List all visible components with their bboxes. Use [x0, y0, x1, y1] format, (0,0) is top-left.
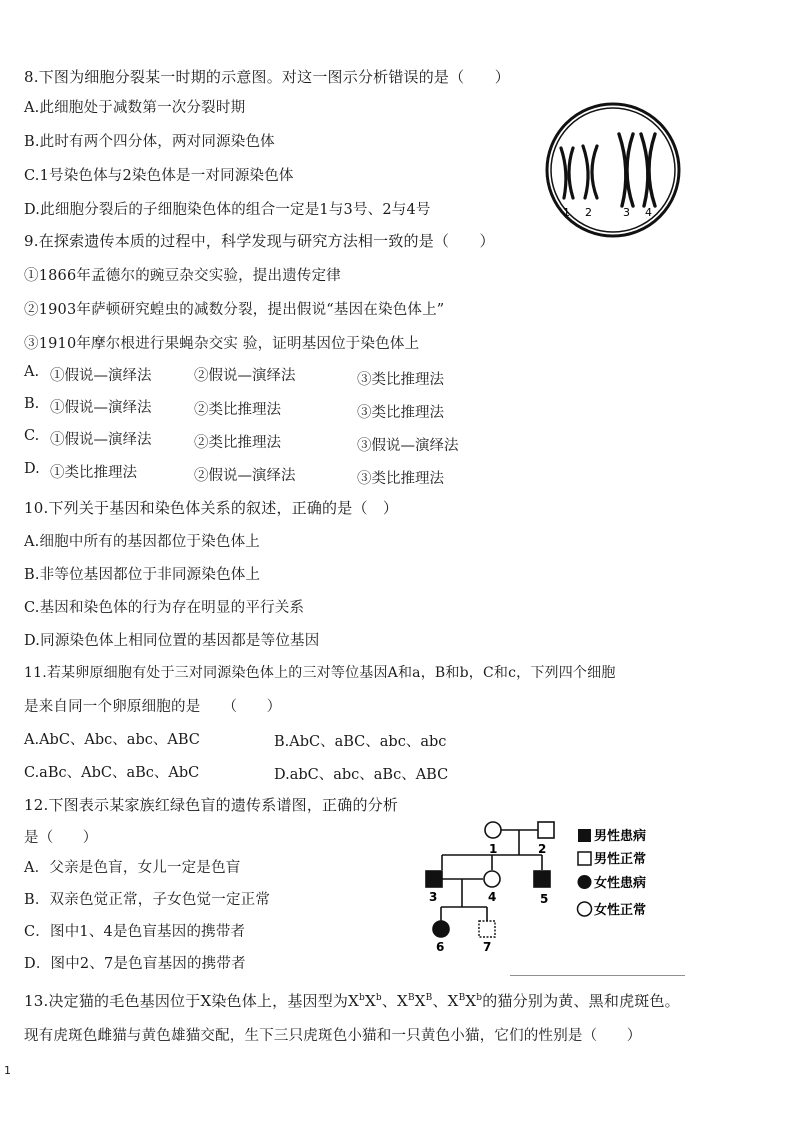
- q12-stem-line2: 是（ ）: [24, 830, 98, 846]
- q9-option-a-col2: ②假说—演绎法: [194, 368, 296, 384]
- q9-option-d-letter: D.: [24, 461, 40, 477]
- legend-female-affected-icon: [578, 875, 592, 889]
- page-number: 1: [4, 1064, 11, 1077]
- chromosome-label-3: 3: [623, 206, 630, 219]
- q12-stem-line1: 12.下图表示某家族红绿色盲的遗传系谱图，正确的分析: [24, 796, 399, 814]
- q13-line2: 现有虎斑色雌猫与黄色雄猫交配，生下三只虎斑色小猫和一只黄色小猫，它们的性别是（ ）: [24, 1028, 642, 1044]
- pedigree-label-4: 4: [488, 890, 497, 904]
- q11-option-b: B.AbC、aBC、abc、abc: [274, 734, 447, 750]
- q9-fact-3: ③1910年摩尔根进行果蝇杂交实 验，证明基因位于染色体上: [24, 336, 420, 352]
- q11-stem-line2: 是来自同一个卵原细胞的是 （ ）: [24, 699, 282, 715]
- q9-option-d-col3: ③类比推理法: [357, 471, 444, 487]
- pedigree-individual-3: [426, 871, 442, 887]
- q9-option-c-col2: ②类比推理法: [194, 435, 281, 451]
- pedigree-label-1: 1: [489, 842, 498, 856]
- divider: [510, 975, 685, 976]
- q11-stem-line1: 11.若某卵原细胞有处于三对同源染色体上的三对等位基因A和a，B和b，C和c，下列四个细胞: [24, 665, 616, 681]
- q10-stem: 10.下列关于基因和染色体关系的叙述，正确的是（ ）: [24, 499, 399, 517]
- q9-fact-2: ②1903年萨顿研究蝗虫的减数分裂，提出假说“基因在染色体上”: [24, 302, 445, 318]
- genotype-sup-1: b: [359, 993, 365, 1003]
- q8-option-c: C.1号染色体与2染色体是一对同源染色体: [24, 168, 294, 184]
- legend-female-affected: 女性患病: [594, 876, 647, 891]
- q12-option-d: D．图中2、7是色盲基因的携带者: [24, 956, 246, 972]
- legend-male-normal-icon: [578, 852, 591, 865]
- q9-stem: 9.在探索遗传本质的过程中，科学发现与研究方法相一致的是（ ）: [24, 232, 495, 250]
- q10-option-b: B.非等位基因都位于非同源染色体上: [24, 567, 261, 583]
- genotype-sup-5: B: [458, 993, 466, 1003]
- genotype-x-2: 、X: [381, 992, 408, 1010]
- q11-option-c: C.aBc、AbC、aBc、AbC: [24, 765, 200, 781]
- legend-male-affected: 男性患病: [594, 829, 647, 844]
- q9-option-a-letter: A.: [24, 364, 40, 380]
- pedigree-label-5: 5: [540, 892, 549, 906]
- legend-female-normal: 女性正常: [594, 903, 647, 918]
- q8-stem: 8.下图为细胞分裂某一时期的示意图。对这一图示分析错误的是（ ）: [24, 68, 510, 86]
- q12-option-c: C．图中1、4是色盲基因的携带者: [24, 924, 246, 940]
- q12-option-a: A．父亲是色盲，女儿一定是色盲: [24, 860, 241, 876]
- legend-male-normal: 男性正常: [594, 852, 647, 867]
- pedigree-individual-6: [433, 921, 449, 937]
- pedigree-label-3: 3: [429, 890, 438, 904]
- pedigree-individual-5: [534, 871, 550, 887]
- genotype-sup-4: B: [425, 993, 433, 1003]
- pedigree-label-2: 2: [538, 842, 547, 856]
- genotype-x-4: 、X: [432, 992, 459, 1010]
- q9-option-c-letter: C.: [24, 428, 40, 444]
- genotype-x-1: X: [364, 992, 376, 1010]
- genotype-x-3: X: [414, 992, 426, 1010]
- legend-female-normal-icon: [578, 902, 592, 916]
- pedigree-label-6: 6: [436, 940, 445, 954]
- q10-option-d: D.同源染色体上相同位置的基因都是等位基因: [24, 633, 320, 649]
- chromosome-3: [619, 134, 633, 206]
- q8-option-d: D.此细胞分裂后的子细胞染色体的组合一定是1与3号、2与4号: [24, 202, 431, 218]
- q11-option-a: A.AbC、Abc、abc、ABC: [24, 732, 200, 748]
- chromosome-label-2: 2: [585, 206, 592, 219]
- chromosome-label-1: 1: [563, 206, 570, 219]
- legend-male-affected-icon: [578, 829, 591, 842]
- q8-option-a: A.此细胞处于减数第一次分裂时期: [24, 100, 246, 116]
- q10-option-c: C.基因和染色体的行为存在明显的平行关系: [24, 600, 305, 616]
- q9-option-a-col1: ①假说—演绎法: [50, 368, 152, 384]
- q9-option-c-col3: ③假说—演绎法: [357, 438, 459, 454]
- pedigree-individual-2: [538, 822, 554, 838]
- q9-option-b-col1: ①假说—演绎法: [50, 400, 152, 416]
- q9-option-d-col2: ②假说—演绎法: [194, 468, 296, 484]
- q10-option-a: A.细胞中所有的基因都位于染色体上: [24, 534, 260, 550]
- q13-line1: [24, 990, 680, 1011]
- q9-option-d-col1: ①类比推理法: [50, 465, 137, 481]
- pedigree-chart: [410, 815, 710, 955]
- q13-text-post: 的猫分别为黄、黑和虎斑色。: [482, 992, 680, 1010]
- pedigree-label-7: 7: [483, 940, 492, 954]
- q9-fact-1: ①1866年孟德尔的豌豆杂交实验，提出遗传定律: [24, 268, 341, 284]
- pedigree-individual-1: [485, 822, 501, 838]
- q11-option-d: D.abC、abc、aBc、ABC: [274, 767, 449, 783]
- pedigree-individual-4: [484, 871, 500, 887]
- chromosome-1: [561, 148, 573, 198]
- q12-option-b: B．双亲色觉正常，子女色觉一定正常: [24, 892, 271, 908]
- q9-option-b-col3: ③类比推理法: [357, 405, 444, 421]
- genotype-sup-6: b: [476, 993, 483, 1003]
- pedigree-individual-7: [479, 921, 495, 937]
- cell-division-figure: [543, 100, 683, 240]
- q8-option-b: B.此时有两个四分体，两对同源染色体: [24, 134, 275, 150]
- genotype-sup-3: B: [407, 993, 415, 1003]
- q9-option-b-letter: B.: [24, 396, 40, 412]
- genotype-sup-2: b: [375, 993, 382, 1003]
- chromosome-2: [583, 146, 597, 198]
- chromosome-label-4: 4: [645, 206, 652, 219]
- q9-option-a-col3: ③类比推理法: [357, 372, 444, 388]
- genotype-x-5: X: [465, 992, 477, 1010]
- q13-text-pre: 13.决定猫的毛色基因位于X染色体上，基因型为X: [24, 992, 360, 1010]
- chromosome-4: [641, 134, 655, 206]
- q9-option-b-col2: ②类比推理法: [194, 402, 281, 418]
- q9-option-c-col1: ①假说—演绎法: [50, 432, 152, 448]
